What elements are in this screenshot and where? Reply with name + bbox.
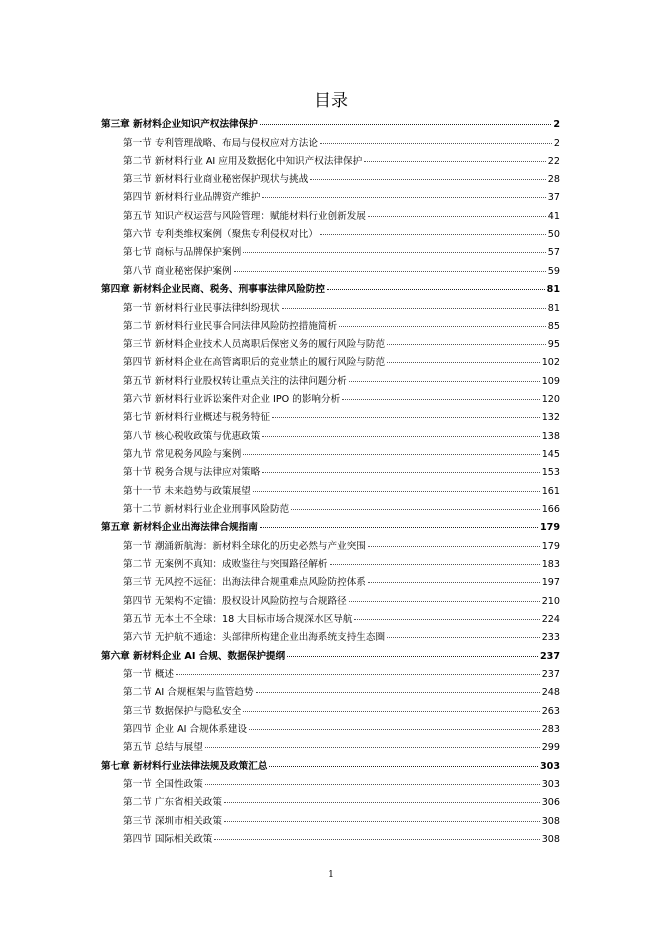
toc-dot-leader <box>253 491 540 492</box>
toc-dot-leader <box>368 582 540 583</box>
toc-entry-page: 37 <box>547 192 560 204</box>
toc-section-entry[interactable] <box>101 428 560 446</box>
toc-section-entry[interactable] <box>101 208 560 226</box>
toc-entry-label: 第四节 新材料行业品牌资产维护 <box>123 192 261 204</box>
toc-entry-label: 第十节 税务合规与法律应对策略 <box>123 467 261 479</box>
toc-entry-label: 第三节 无风控不远征：出海法律合规重难点风险防控体系 <box>123 577 366 589</box>
toc-entry-page: 138 <box>541 430 560 442</box>
toc-entry-page: 197 <box>541 577 560 589</box>
toc-dot-leader <box>243 252 546 253</box>
toc-dot-leader <box>272 417 540 418</box>
toc-entry-label: 第三节 新材料行业商业秘密保护现状与挑战 <box>123 174 309 186</box>
toc-entry-page: 2 <box>553 119 560 130</box>
toc-dot-leader <box>249 729 540 730</box>
toc-entry-page: 161 <box>541 485 560 497</box>
toc-section-entry[interactable] <box>101 703 560 721</box>
toc-dot-leader <box>260 124 551 125</box>
toc-entry-page: 308 <box>541 815 560 827</box>
toc-entry-page: 237 <box>539 650 560 662</box>
toc-entry-label: 第五节 知识产权运营与风险管理：赋能材料行业创新发展 <box>123 210 366 222</box>
toc-section-entry[interactable] <box>101 684 560 702</box>
toc-section-entry[interactable] <box>101 336 560 354</box>
toc-dot-leader <box>234 271 546 272</box>
toc-section-entry[interactable] <box>101 574 560 592</box>
toc-entry-label: 第十二节 新材料行业企业刑事风险防范 <box>123 503 290 515</box>
toc-entry-page: 28 <box>547 174 560 186</box>
toc-entry-page: 263 <box>541 705 560 717</box>
toc-entry-label: 第一节 全国性政策 <box>123 779 203 791</box>
toc-dot-leader <box>387 344 546 345</box>
toc-entry-label: 第一节 潮涌新航海：新材料全球化的历史必然与产业突围 <box>123 540 366 552</box>
toc-section-entry[interactable] <box>101 171 560 189</box>
toc-section-entry[interactable] <box>101 226 560 244</box>
toc-entry-page: 22 <box>547 155 560 167</box>
toc-chapter-entry[interactable] <box>101 281 560 300</box>
toc-section-entry[interactable] <box>101 556 560 574</box>
toc-entry-label: 第一节 新材料行业民事法律纠纷现状 <box>123 302 280 314</box>
toc-entry-label: 第四节 无架构不定锚：股权设计风险防控与合规路径 <box>123 595 347 607</box>
toc-section-entry[interactable] <box>101 263 560 281</box>
toc-entry-label: 第五节 新材料行业股权转让重点关注的法律问题分析 <box>123 375 347 387</box>
toc-entry-page: 248 <box>541 687 560 699</box>
toc-entry-page: 179 <box>541 540 560 552</box>
toc-section-entry[interactable] <box>101 501 560 519</box>
toc-entry-page: 303 <box>539 760 560 772</box>
toc-entry-label: 第四节 国际相关政策 <box>123 834 213 846</box>
toc-entry-label: 第二节 新材料行业 AI 应用及数据化中知识产权法律保护 <box>123 155 363 167</box>
toc-section-entry[interactable] <box>101 244 560 262</box>
toc-dot-leader <box>224 821 540 822</box>
toc-entry-label: 第五节 无本土不全球：18 大目标市场合规深水区导航 <box>123 613 353 625</box>
toc-chapter-entry[interactable] <box>101 116 560 135</box>
toc-entry-label: 第四节 新材料企业在高管离职后的竞业禁止的履行风险与防范 <box>123 357 386 369</box>
toc-entry-label: 第九节 常见税务风险与案例 <box>123 448 242 460</box>
toc-entry-label: 第八节 核心税收政策与优惠政策 <box>123 430 261 442</box>
toc-entry-label: 第一节 专利管理战略、布局与侵权应对方法论 <box>123 137 318 149</box>
toc-entry-label: 第二节 AI 合规框架与监管趋势 <box>123 687 254 699</box>
toc-dot-leader <box>205 784 540 785</box>
toc-entry-page: 59 <box>547 265 560 277</box>
toc-dot-leader <box>269 766 538 767</box>
toc-dot-leader <box>368 546 540 547</box>
toc-entry-page: 132 <box>541 412 560 424</box>
toc-entry-label: 第十一节 未来趋势与政策展望 <box>123 485 251 497</box>
toc-entry-page: 308 <box>541 834 560 846</box>
toc-section-entry[interactable] <box>101 483 560 501</box>
toc-dot-leader <box>214 839 539 840</box>
toc-entry-label: 第七章 新材料行业法律法规及政策汇总 <box>101 760 268 772</box>
toc-entry-page: 120 <box>541 394 560 406</box>
toc-entry-label: 第五章 新材料企业出海法律合规指南 <box>101 522 258 534</box>
toc-dot-leader <box>262 436 539 437</box>
toc-entry-page: 153 <box>541 467 560 479</box>
toc-section-entry[interactable] <box>101 666 560 684</box>
toc-section-entry[interactable] <box>101 446 560 464</box>
toc-entry-page: 145 <box>541 448 560 460</box>
toc-entry-label: 第一节 概述 <box>123 669 175 681</box>
toc-entry-page: 81 <box>547 302 560 314</box>
toc-chapter-entry[interactable] <box>101 758 560 777</box>
toc-entry-page: 183 <box>541 559 560 571</box>
toc-entry-label: 第八节 商业秘密保护案例 <box>123 265 232 277</box>
toc-dot-leader <box>320 143 552 144</box>
toc-entry-label: 第五节 总结与展望 <box>123 742 203 754</box>
toc-section-entry[interactable] <box>101 611 560 629</box>
toc-entry-page: 303 <box>541 779 560 791</box>
toc-section-entry[interactable] <box>101 391 560 409</box>
toc-dot-leader <box>354 619 539 620</box>
toc-dot-leader <box>256 692 540 693</box>
toc-dot-leader <box>260 527 538 528</box>
toc-section-entry[interactable] <box>101 629 560 647</box>
toc-section-entry[interactable] <box>101 189 560 207</box>
toc-section-entry[interactable] <box>101 813 560 831</box>
toc-entry-label: 第四节 企业 AI 合规体系建设 <box>123 723 248 735</box>
toc-entry-page: 81 <box>546 283 560 295</box>
toc-dot-leader <box>349 601 540 602</box>
toc-entry-label: 第三章 新材料企业知识产权法律保护 <box>101 119 258 130</box>
toc-section-entry[interactable] <box>101 373 560 391</box>
toc-section-entry[interactable] <box>101 776 560 794</box>
table-of-contents <box>101 116 560 849</box>
toc-section-entry[interactable] <box>101 153 560 171</box>
toc-section-entry[interactable] <box>101 739 560 757</box>
toc-entry-page: 57 <box>547 247 560 259</box>
toc-entry-page: 237 <box>541 669 560 681</box>
toc-section-entry[interactable] <box>101 794 560 812</box>
toc-entry-page: 224 <box>541 613 560 625</box>
toc-entry-page: 102 <box>541 357 560 369</box>
toc-dot-leader <box>342 399 539 400</box>
toc-entry-label: 第六节 无护航不通途：头部律所构建企业出海系统支持生态圈 <box>123 632 386 644</box>
toc-entry-label: 第四章 新材料企业民商、税务、刑事事法律风险防控 <box>101 283 325 295</box>
toc-entry-page: 166 <box>541 503 560 515</box>
toc-entry-label: 第六章 新材料企业 AI 合规、数据保护提纲 <box>101 650 286 662</box>
toc-entry-page: 41 <box>547 210 560 222</box>
toc-entry-page: 109 <box>541 375 560 387</box>
toc-entry-page: 299 <box>541 742 560 754</box>
toc-dot-leader <box>291 509 540 510</box>
toc-entry-page: 306 <box>541 797 560 809</box>
toc-section-entry[interactable] <box>101 354 560 372</box>
toc-entry-page: 283 <box>541 723 560 735</box>
toc-entry-page: 2 <box>553 137 560 149</box>
toc-entry-page: 85 <box>547 320 560 332</box>
toc-entry-page: 50 <box>547 229 560 241</box>
toc-section-entry[interactable] <box>101 721 560 739</box>
toc-section-entry[interactable] <box>101 318 560 336</box>
toc-entry-label: 第七节 商标与品牌保护案例 <box>123 247 242 259</box>
toc-section-entry[interactable] <box>101 538 560 556</box>
toc-entry-label: 第二节 广东省相关政策 <box>123 797 222 809</box>
toc-chapter-entry[interactable] <box>101 648 560 667</box>
toc-entry-label: 第六节 专利类维权案例（聚焦专利侵权对比） <box>123 229 318 241</box>
toc-entry-label: 第二节 新材料行业民事合同法律风险防控措施简析 <box>123 320 338 332</box>
toc-dot-leader <box>176 674 540 675</box>
toc-dot-leader <box>310 179 545 180</box>
toc-entry-label: 第七节 新材料行业概述与税务特征 <box>123 412 270 424</box>
toc-dot-leader <box>330 564 540 565</box>
toc-entry-label: 第二节 无案例不真知：成败鉴往与突围路径解析 <box>123 559 328 571</box>
toc-section-entry[interactable] <box>101 831 560 849</box>
toc-entry-label: 第三节 新材料企业技术人员离职后保密义务的履行风险与防范 <box>123 339 386 351</box>
toc-chapter-entry[interactable] <box>101 519 560 538</box>
toc-entry-page: 179 <box>539 522 560 534</box>
toc-dot-leader <box>243 454 540 455</box>
toc-entry-page: 210 <box>541 595 560 607</box>
toc-entry-page: 233 <box>541 632 560 644</box>
toc-entry-label: 第六节 新材料行业诉讼案件对企业 IPO 的影响分析 <box>123 394 341 406</box>
toc-dot-leader <box>282 308 546 309</box>
toc-dot-leader <box>387 362 540 363</box>
toc-entry-label: 第三节 数据保护与隐私安全 <box>123 705 242 717</box>
toc-section-entry[interactable] <box>101 464 560 482</box>
toc-title: 目录 <box>314 91 348 111</box>
toc-dot-leader <box>327 289 545 290</box>
toc-dot-leader <box>224 802 540 803</box>
toc-section-entry[interactable] <box>101 593 560 611</box>
toc-dot-leader <box>368 216 546 217</box>
toc-dot-leader <box>339 326 546 327</box>
toc-section-entry[interactable] <box>101 300 560 318</box>
toc-dot-leader <box>387 637 540 638</box>
toc-dot-leader <box>205 747 540 748</box>
toc-dot-leader <box>349 381 540 382</box>
toc-dot-leader <box>262 472 539 473</box>
toc-dot-leader <box>243 711 540 712</box>
toc-dot-leader <box>262 197 545 198</box>
toc-entry-page: 95 <box>547 339 560 351</box>
toc-dot-leader <box>364 161 546 162</box>
toc-section-entry[interactable] <box>101 135 560 153</box>
toc-dot-leader <box>320 234 546 235</box>
page-number: 1 <box>328 870 334 880</box>
toc-entry-label: 第三节 深圳市相关政策 <box>123 815 222 827</box>
toc-section-entry[interactable] <box>101 409 560 427</box>
toc-dot-leader <box>287 656 538 657</box>
